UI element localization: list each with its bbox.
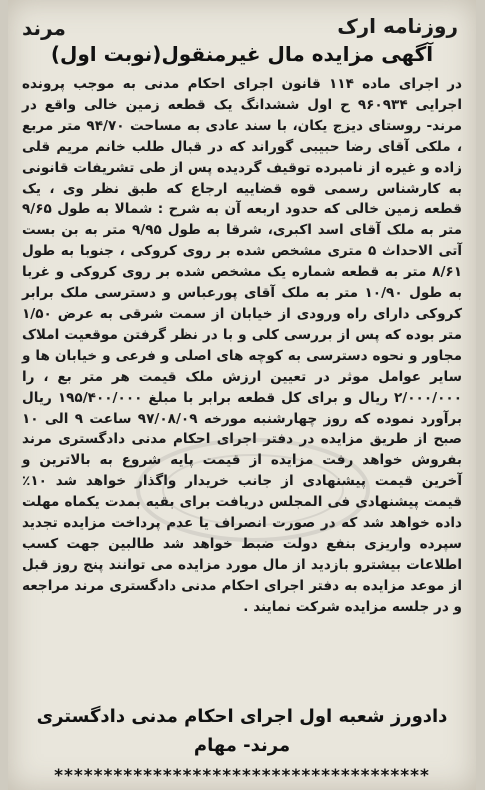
newspaper-header (22, 14, 458, 44)
notice-title: آگهی مزایده مال غیرمنقول(نوبت اول) (50, 42, 434, 66)
newspaper-name: روزنامه ارک (337, 14, 458, 38)
separator-line: ************************************** (54, 766, 430, 786)
newspaper-clipping (8, 0, 476, 790)
notice-body: در اجرای ماده ۱۱۴ قانون اجرای احکام مدنی به موجب پرونده اجرایی ۹۶۰۹۳۴ ح اول ششدانگ یک قطعه زمین خالی واقع در مرند- روستای دیزج یکان، با سند عادی به مساحت ۹۴/۷۰ متر مربع ، ملکی آقای رضا حبیبی گوراند که در قبال طلب خانم مریم قلی زاده و غیره از نامبرده توقیف گردیده پس از طی تشریفات قانونی به کارشناس رسمی قوه قضاییه ارجاع که طبق نظر وی ، یک قطعه زمین خالی که حدود اربعه آن به شرح : شمالا به طول ۹/۶۵ متر به ملک آقای اسد اکبری، شرقا به طول ۹/۹۵ متر به بن بست آتی الاحداث ۵ متری مشخص شده بر روی کروکی ، جنوبا به طول ۸/۶۱ متر به قطعه شماره یک مشخص شده بر روی کروکی و غربا به طول ۱۰/۹۰ متر به ملک آقای پورعباس و دسترسی ملک برابر کروکی دارای راه ورودی از خیابان از سمت شرقی به عرض ۱/۵۰ متر بوده که پس از بررسی کلی و با در نظر گرفتن موقعیت املاک مجاور و نحوه دسترسی به کوچه های اصلی و فرعی و خیابان ها و سایر عوامل موثر در تعیین ارزش ملک قیمت هر متر بع ، را ۲/۰۰۰/۰۰۰ ریال و برای کل قطعه برابر با مبلغ ۱۹۵/۴۰۰/۰۰۰ ریال برآورد نموده که روز چهارشنبه مورخه ۹۷/۰۸/۰۹ ساعت ۹ الی ۱۰ صبح از طریق مزایده در دفتر اجرای احکام مدنی دادگستری مرند بفروش خواهد رفت مزایده از قیمت پایه شروع به بالاترین و آخرین قیمت پیشنهادی از جانب خریدار واگذار خواهد شد ۱۰٪ قیمت پیشنهادی فی المجلس دریافت برای بقیه بمدت یکماه مهلت داده خواهد شد که در صورت انصراف یا عدم پرداخت مزایده تجدید سپرده واریزی بنفع دولت ضبط خواهد شد طالبین جهت کسب اطلاعات بیشترو بازدید از مال مورد مزایده می توانند پنج روز قبل از موعد مزایده به دفتر اجرای احکام مدنی دادگستری مرند مراجعه و در جلسه مزایده شرکت نمایند . (22, 76, 463, 615)
signature-line-1: دادورز شعبه اول اجرای احکام مدنی دادگستری (36, 706, 448, 727)
city-name: مرند (22, 16, 66, 40)
signature-line-2: مرند- مهام (193, 735, 291, 756)
